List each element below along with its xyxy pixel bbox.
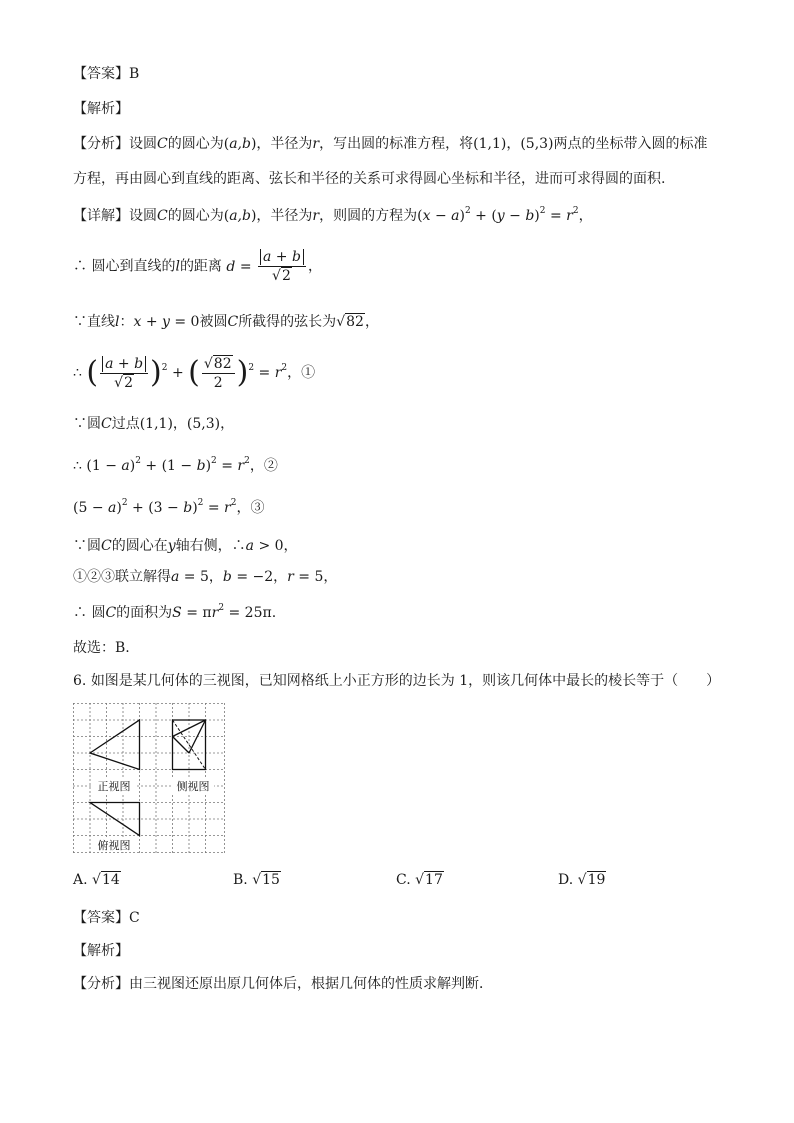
math-c: C [157,208,168,224]
math-point-1: (1,1) [473,136,507,152]
option-value: 14 [101,872,120,888]
math-point-1: (1,1) [139,416,173,432]
area-line [73,603,276,623]
text: ， [172,416,187,432]
option-letter: A. [73,872,88,888]
text: 的圆心在 [111,538,168,554]
option-letter: C. [396,872,411,888]
math-center: (a,b) [223,208,257,224]
text: 设圆 [129,208,157,224]
analysis-label: 【解析】 [73,943,129,959]
math-c: C [101,538,112,554]
analysis-label: 【解析】 [73,101,129,117]
analysis-line-3 [73,974,493,994]
option-d[interactable] [558,870,606,890]
math-point-2: (5,3) [186,416,221,432]
text: 被圆 [199,314,228,330]
therefore-symbol: ∴ [73,458,82,474]
text: ， [307,258,322,275]
text: 的距离 [179,258,222,275]
text: 的面积为 [116,605,173,621]
math-c: C [157,136,168,152]
solution-r: r = 5 [287,569,324,585]
sqrt-symbol: √ [252,872,262,888]
text: 圆 [87,416,101,432]
text: ， [578,208,593,224]
option-b[interactable] [233,870,281,890]
detail-label: 【详解】 [73,208,129,224]
answer-value: C [129,910,140,926]
text: 设圆 [129,136,157,152]
chord-length: √82 [336,314,364,330]
text: 直线 [87,314,115,330]
math-r: r [312,136,320,152]
math-l: l [175,258,180,275]
text: ，半径为 [256,136,313,152]
option-value: 19 [587,872,606,888]
text: ， [323,569,338,585]
math-y: y [167,538,176,554]
text: 的圆心为 [167,136,224,152]
solution-a: a = 5 [171,569,209,585]
equation-2-line [73,456,278,476]
front-view-triangle [90,720,140,770]
equation-1: ( $\frac{a + b}{√2}$ )$^2$ + ( $\frac{√82}{2}$ )$^2 = r^2$ [86,355,288,391]
sqrt-symbol: √ [92,872,101,888]
therefore-symbol: ∴ [73,365,82,381]
math-r: r [312,208,320,224]
analysis-line-1 [73,134,708,154]
option-letter: D. [558,872,574,888]
distance-formula: d = $\frac{a + b}{√2}$ [226,259,308,275]
line-equation: x + y = 0 [133,314,200,330]
sqrt-symbol: √ [577,872,587,888]
solve-line [73,567,337,587]
because-symbol: ∵ [73,538,87,554]
equation-1-line [73,350,315,396]
text: ， [273,569,288,585]
text: 过点 [111,416,140,432]
chord-line [73,312,379,332]
text: 由三视图还原出原几何体后，根据几何体的性质求解判断． [129,976,493,992]
text: ， [220,416,235,432]
text: ，① [287,365,316,381]
text: ，写出圆的标准方程，将 [319,136,474,152]
answer-label: 【答案】 [73,910,129,926]
text: 方程，再由圆心到直线的距离、弦长和半径的关系可求得圆心坐标和半径，进而可求得圆的面积. [73,171,666,187]
text: ∴ 圆心到直线的 [73,258,176,275]
equation-3-line [73,498,264,518]
text: 圆 [87,538,101,554]
text: ： [119,314,134,330]
area-formula: $S = \pi r^2 = 25\pi$ [172,603,272,621]
right-side-line [73,536,298,556]
inequality: a > 0 [245,538,284,554]
text: ， [283,538,298,554]
text: . [271,605,277,621]
answer-line-1 [73,64,139,84]
analysis-line-2 [73,169,665,189]
because-symbol: ∵ [73,416,87,432]
math-l: l [115,314,120,330]
text: 所截得的弦长为 [238,314,337,330]
text: ，则圆的方程为 [319,208,418,224]
side-view-label: 侧视图 [176,780,210,793]
question-6 [73,671,720,691]
math-c: C [227,314,239,330]
text: 的圆心为 [167,208,224,224]
option-value: 15 [262,872,280,888]
text: ，半径为 [256,208,313,224]
because-symbol: ∵ [73,314,87,330]
text: 轴右侧，∴ [175,538,246,554]
top-view-label: 俯视图 [97,839,131,852]
equation-2: $(1 - a)^2 + (1 - b)^2 = r^2$ [86,456,250,474]
question-text: 如图是某几何体的三视图，已知网格纸上小正方形的边长为 1，则该几何体中最长的棱长等于（ ） [90,673,721,689]
math-point-2: (5,3) [520,136,554,152]
text: ， [506,136,521,152]
sqrt-symbol: √ [415,872,425,888]
text: 故选：B. [73,640,130,656]
text: ， [208,569,223,585]
three-view-figure [73,703,225,853]
circle-equation: $(x - a)^2 + (y - b)^2 = r^2$ [417,206,579,224]
fenxi-label: 【分析】 [73,976,129,992]
analysis-label-line-2 [73,941,129,961]
question-number: 6. [73,673,87,689]
math-c: C [105,605,117,621]
text: ， [364,314,379,330]
option-value: 17 [425,872,443,888]
detail-line-1 [73,206,593,226]
text: ，② [249,458,278,474]
option-c[interactable] [396,870,444,890]
math-center: (a,b) [223,136,257,152]
math-c: C [101,416,112,432]
answer-value: B [129,66,140,82]
analysis-label-line-1 [73,99,129,119]
text: ①②③联立解得 [73,569,171,585]
choose-line [73,638,130,658]
fenxi-label: 【分析】 [73,136,129,152]
solution-b: b = −2 [222,569,274,585]
text: ，③ [236,500,265,516]
option-letter: B. [233,872,248,888]
text: 两点的坐标带入圆的标准 [553,136,708,152]
option-a[interactable] [73,870,121,890]
passes-line [73,414,234,434]
text: ∴ 圆 [73,605,106,621]
equation-3: $(5 - a)^2 + (3 - b)^2 = r^2$ [73,498,237,516]
distance-line [73,248,322,285]
answer-label: 【答案】 [73,66,129,82]
front-view-label: 正视图 [97,780,131,793]
answer-line-2 [73,908,140,928]
